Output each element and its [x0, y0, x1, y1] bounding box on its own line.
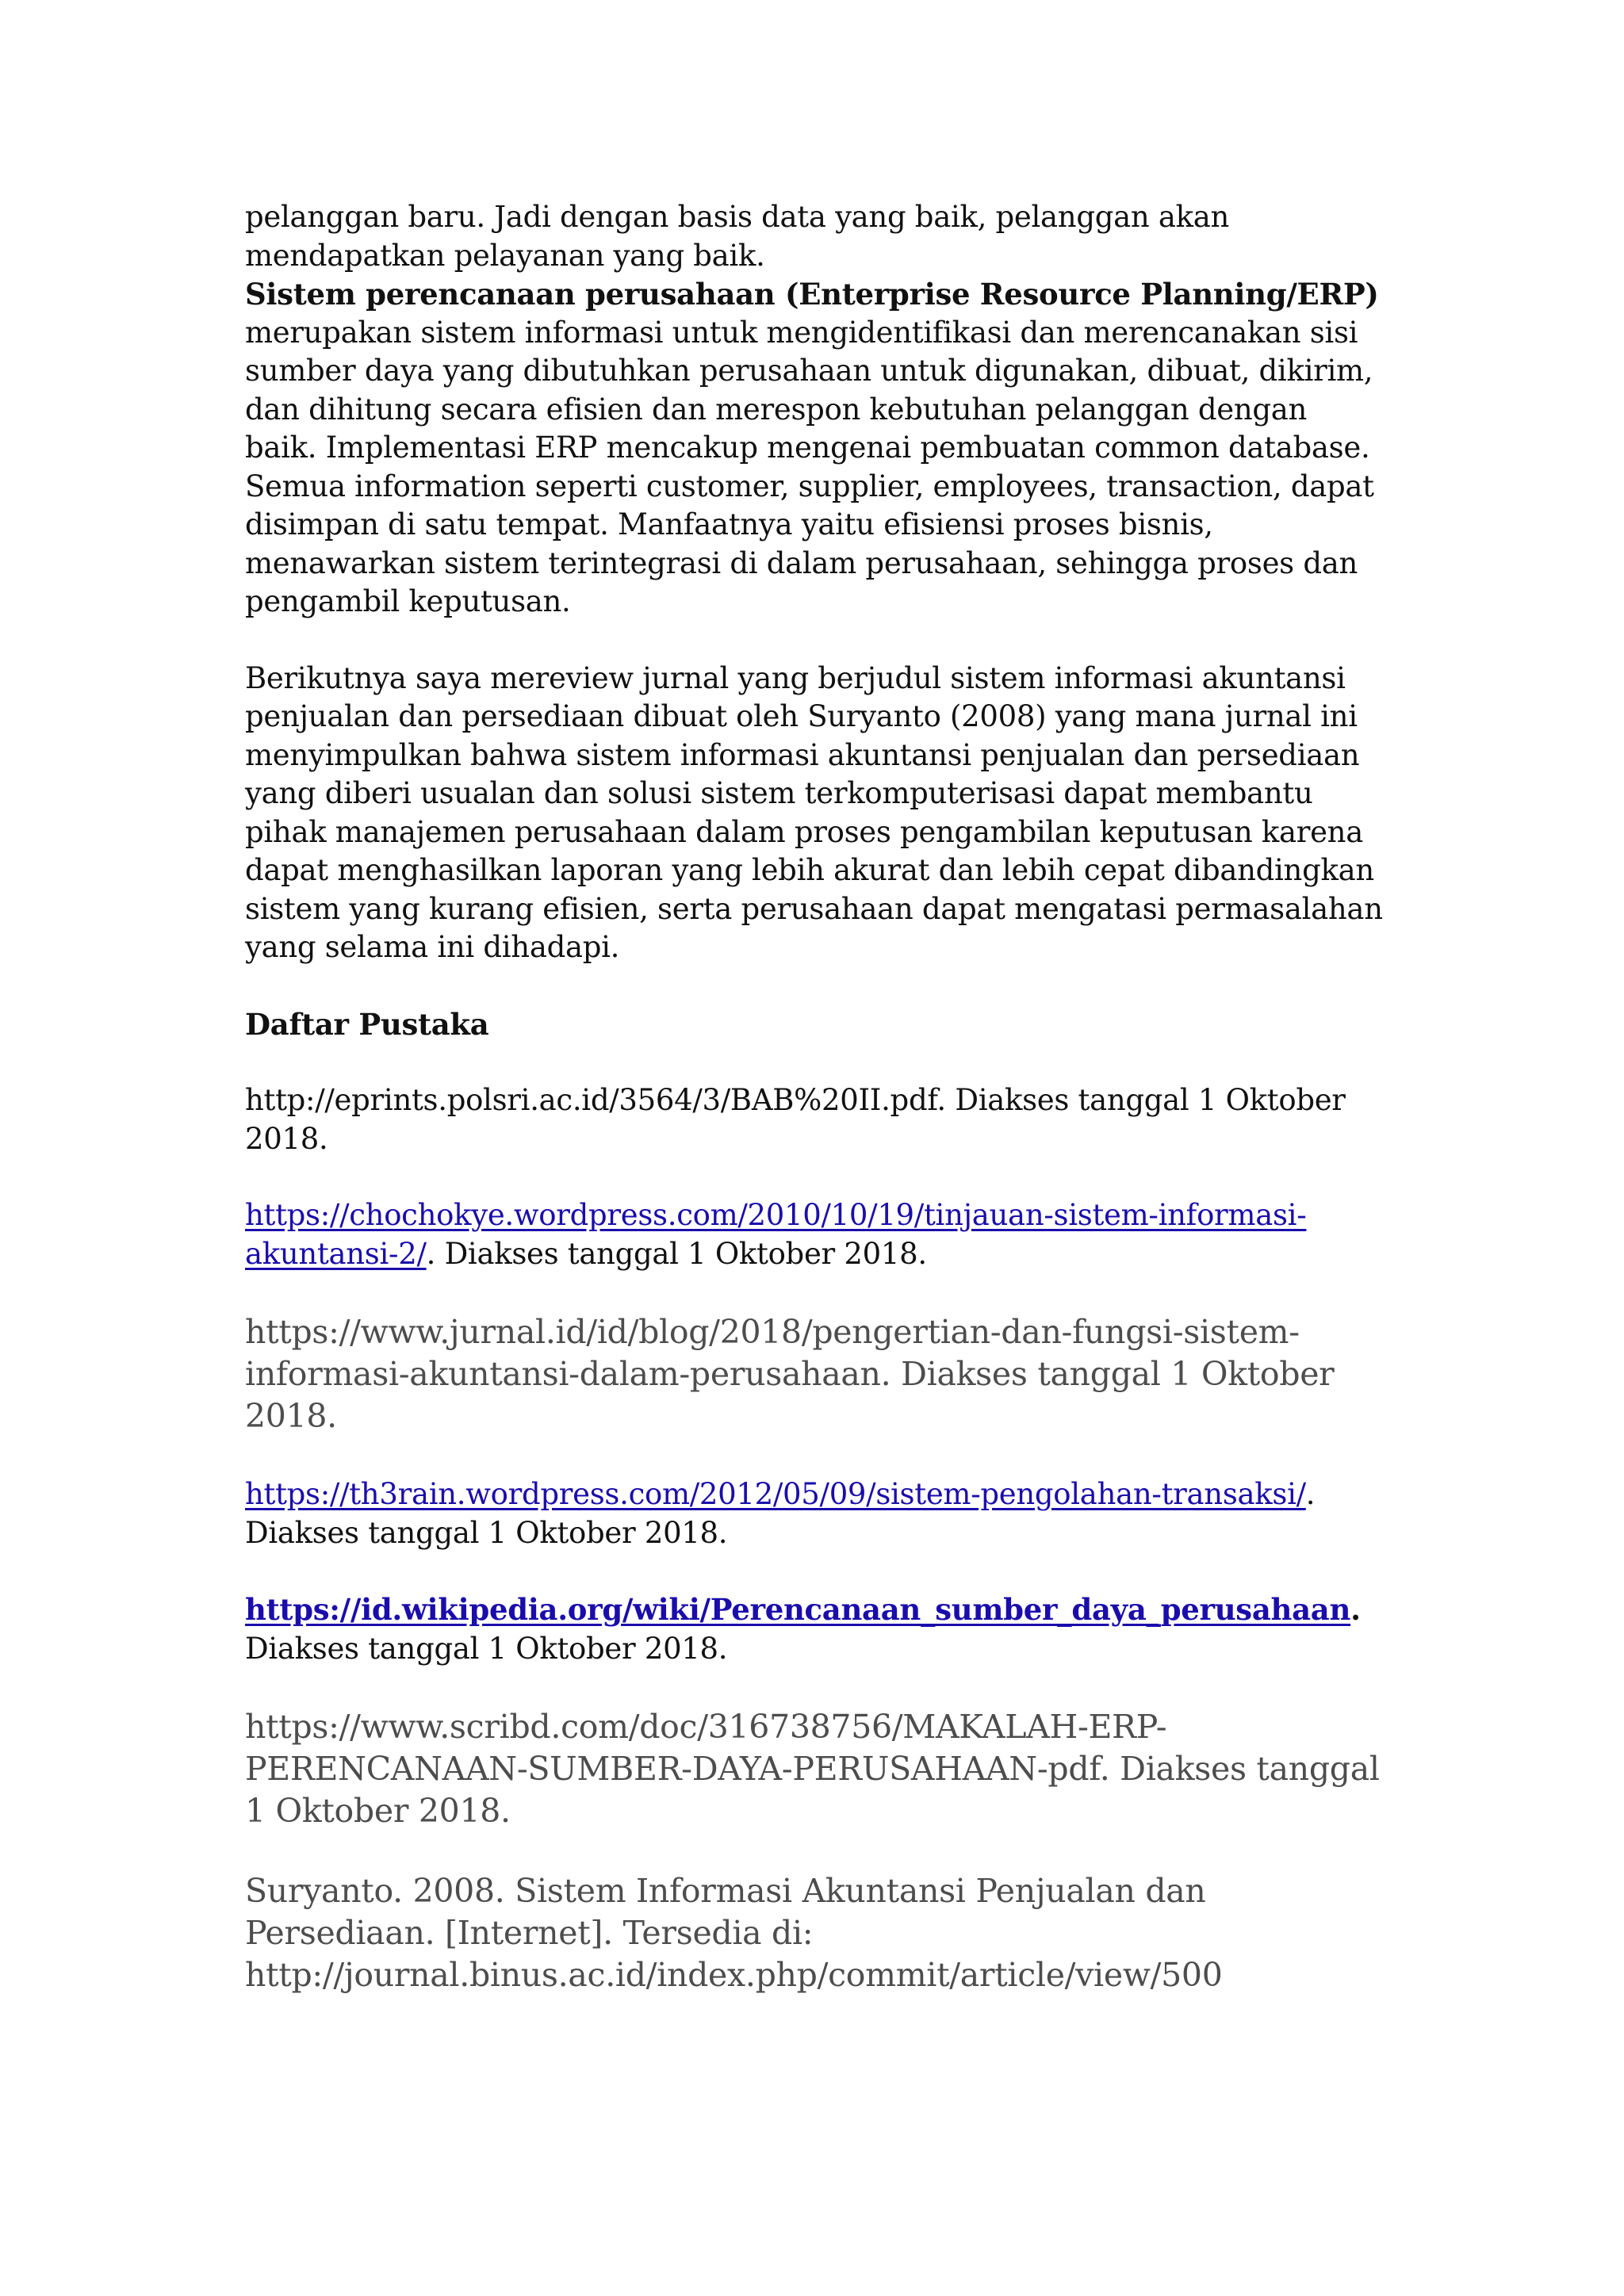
reference-4-suffix: . Diakses tanggal 1 Oktober 2018.	[245, 1477, 1316, 1550]
intro-paragraph: pelanggan baru. Jadi dengan basis data yang baik, pelanggan akan mendapatkan pelayanan yang baik.	[245, 200, 1230, 273]
reference-2-link[interactable]: https://chochokye.wordpress.com/2010/10/19/tinjauan-sistem-informasi-akuntansi-2/	[245, 1198, 1307, 1271]
reference-5-dot: .	[1350, 1592, 1361, 1627]
reference-1: http://eprints.polsri.ac.id/3564/3/BAB%20II.pdf. Diakses tanggal 1 Oktober 2018.	[245, 1083, 1346, 1156]
reference-5	[245, 1590, 1387, 1668]
reference-3: https://www.jurnal.id/id/blog/2018/pengertian-dan-fungsi-sistem-informasi-akuntansi-dalam-perusahaan. Diakses tanggal 1 Oktober 2018.	[245, 1313, 1335, 1435]
reference-4	[245, 1475, 1387, 1552]
erp-paragraph: merupakan sistem informasi untuk mengidentifikasi dan merencanakan sisi sumber daya yang dibutuhkan perusahaan untuk digunakan, dibuat, dikirim, dan dihitung secara efisien dan merespon kebutuhan pelanggan dengan baik. Implementasi ERP mencakup mengenai pembuatan common database. Semua information seperti customer, supplier, employees, transaction, dapat disimpan di satu tempat. Manfaatnya yaitu efisiensi proses bisnis, menawarkan sistem terintegrasi di dalam perusahaan, sehingga proses dan pengambil keputusan.	[245, 315, 1374, 618]
page-content	[245, 198, 1387, 1996]
reference-2-suffix: . Diakses tanggal 1 Oktober 2018.	[426, 1236, 927, 1271]
erp-heading: Sistem perencanaan perusahaan (Enterprise Resource Planning/ERP)	[245, 277, 1379, 312]
references-heading: Daftar Pustaka	[245, 1006, 489, 1042]
reference-2	[245, 1196, 1387, 1273]
reference-7: Suryanto. 2008. Sistem Informasi Akuntansi Penjualan dan Persediaan. [Internet]. Tersedia di: http://journal.binus.ac.id/index.php/commit/article/view/500	[245, 1872, 1223, 1994]
reference-6: https://www.scribd.com/doc/316738756/MAKALAH-ERP-PERENCANAAN-SUMBER-DAYA-PERUSAHAAN-pdf. Diakses tanggal 1 Oktober 2018.	[245, 1708, 1380, 1830]
reference-5-suffix: Diakses tanggal 1 Oktober 2018.	[245, 1631, 728, 1666]
reference-4-link[interactable]: https://th3rain.wordpress.com/2012/05/09/sistem-pengolahan-transaksi/	[245, 1477, 1306, 1511]
review-paragraph: Berikutnya saya mereview jurnal yang berjudul sistem informasi akuntansi penjualan dan persediaan dibuat oleh Suryanto (2008) yang mana jurnal ini menyimpulkan bahwa sistem informasi akuntansi penjualan dan persediaan yang diberi usualan dan solusi sistem terkomputerisasi dapat membantu pihak manajemen perusahaan dalam proses pengambilan keputusan karena dapat menghasilkan laporan yang lebih akurat dan lebih cepat dibandingkan sistem yang kurang efisien, serta perusahaan dapat mengatasi permasalahan yang selama ini dihadapi.	[245, 660, 1383, 964]
reference-5-link[interactable]: https://id.wikipedia.org/wiki/Perencanaan_sumber_daya_perusahaan	[245, 1592, 1351, 1627]
